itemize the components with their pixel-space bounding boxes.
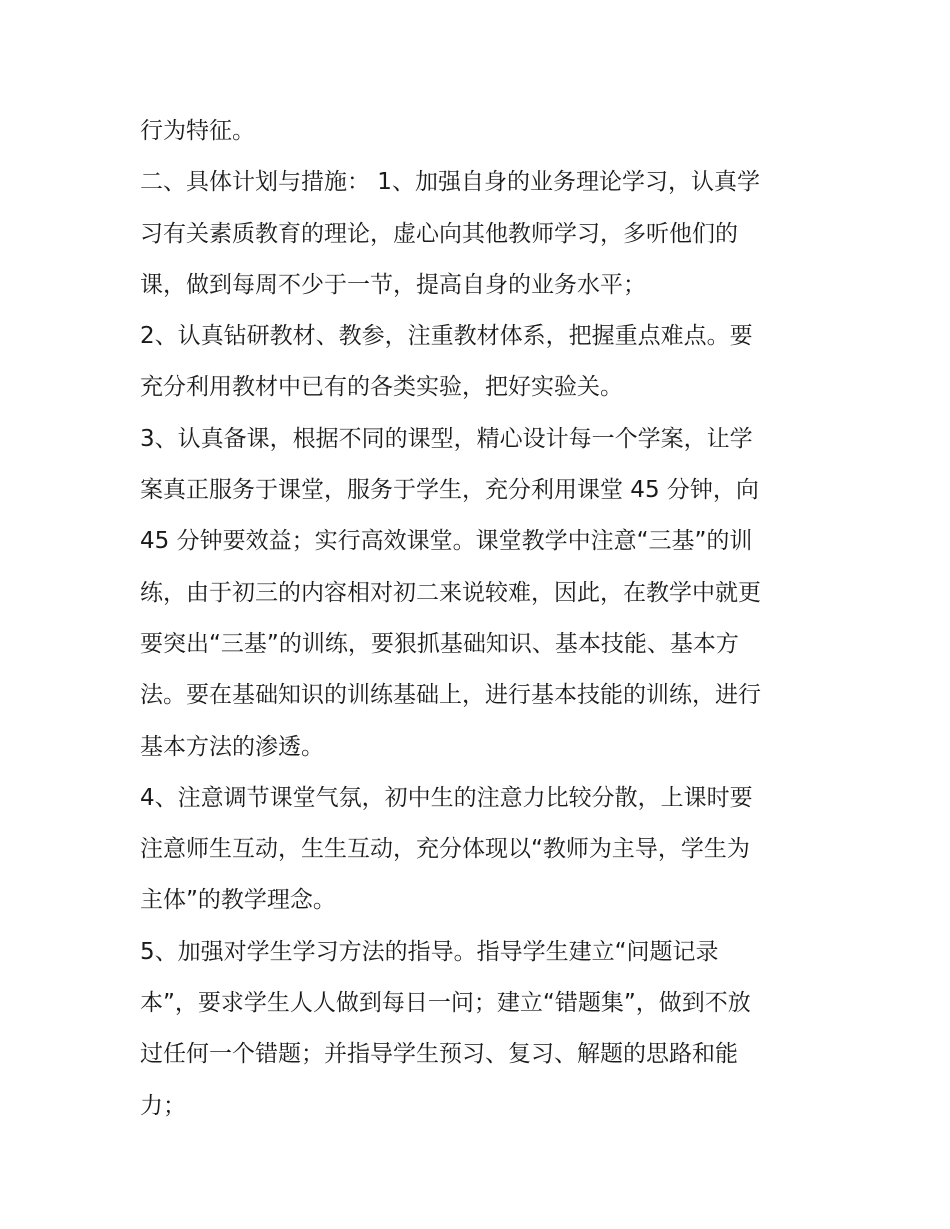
text-line: 45 分钟要效益；实行高效课堂。课堂教学中注意“三基”的训 xyxy=(140,528,753,555)
text-line: 二、具体计划与措施： 1、加强自身的业务理论学习，认真学 xyxy=(140,169,760,196)
text-line: 练，由于初三的内容相对初二来说较难，因此，在教学中就更 xyxy=(140,579,761,606)
text-line: 力； xyxy=(140,1092,186,1119)
text-line: 3、认真备课，根据不同的课型，精心设计每一个学案，让学 xyxy=(140,425,753,452)
text-line: 本”，要求学生人人做到每日一问；建立“错题集”，做到不放 xyxy=(140,990,751,1017)
text-line: 课，做到每周不少于一节，提高自身的业务水平； xyxy=(140,271,646,298)
text-line: 基本方法的渗透。 xyxy=(140,733,324,760)
text-line: 案真正服务于课堂，服务于学生，充分利用课堂 45 分钟，向 xyxy=(140,477,759,504)
text-line: 2、认真钻研教材、教参，注重教材体系，把握重点难点。要 xyxy=(140,323,753,350)
text-line: 充分利用教材中已有的各类实验，把好实验关。 xyxy=(140,374,623,401)
text-line: 要突出“三基”的训练，要狠抓基础知识、基本技能、基本方 xyxy=(140,630,739,657)
text-line: 行为特征。 xyxy=(140,118,255,144)
text-line: 习有关素质教育的理论，虚心向其他教师学习，多听他们的 xyxy=(140,220,738,247)
text-line: 法。要在基础知识的训练基础上，进行基本技能的训练，进行 xyxy=(140,682,761,709)
text-line: 4、注意调节课堂气氛，初中生的注意力比较分散，上课时要 xyxy=(140,784,753,811)
text-line: 过任何一个错题；并指导学生预习、复习、解题的思路和能 xyxy=(140,1041,738,1068)
body-text xyxy=(140,106,820,1132)
text-line: 5、加强对学生学习方法的指导。指导学生建立“问题记录 xyxy=(140,938,719,965)
text-line: 主体”的教学理念。 xyxy=(140,887,336,914)
text-line: 注意师生互动，生生互动，充分体现以“教师为主导，学生为 xyxy=(140,836,750,863)
